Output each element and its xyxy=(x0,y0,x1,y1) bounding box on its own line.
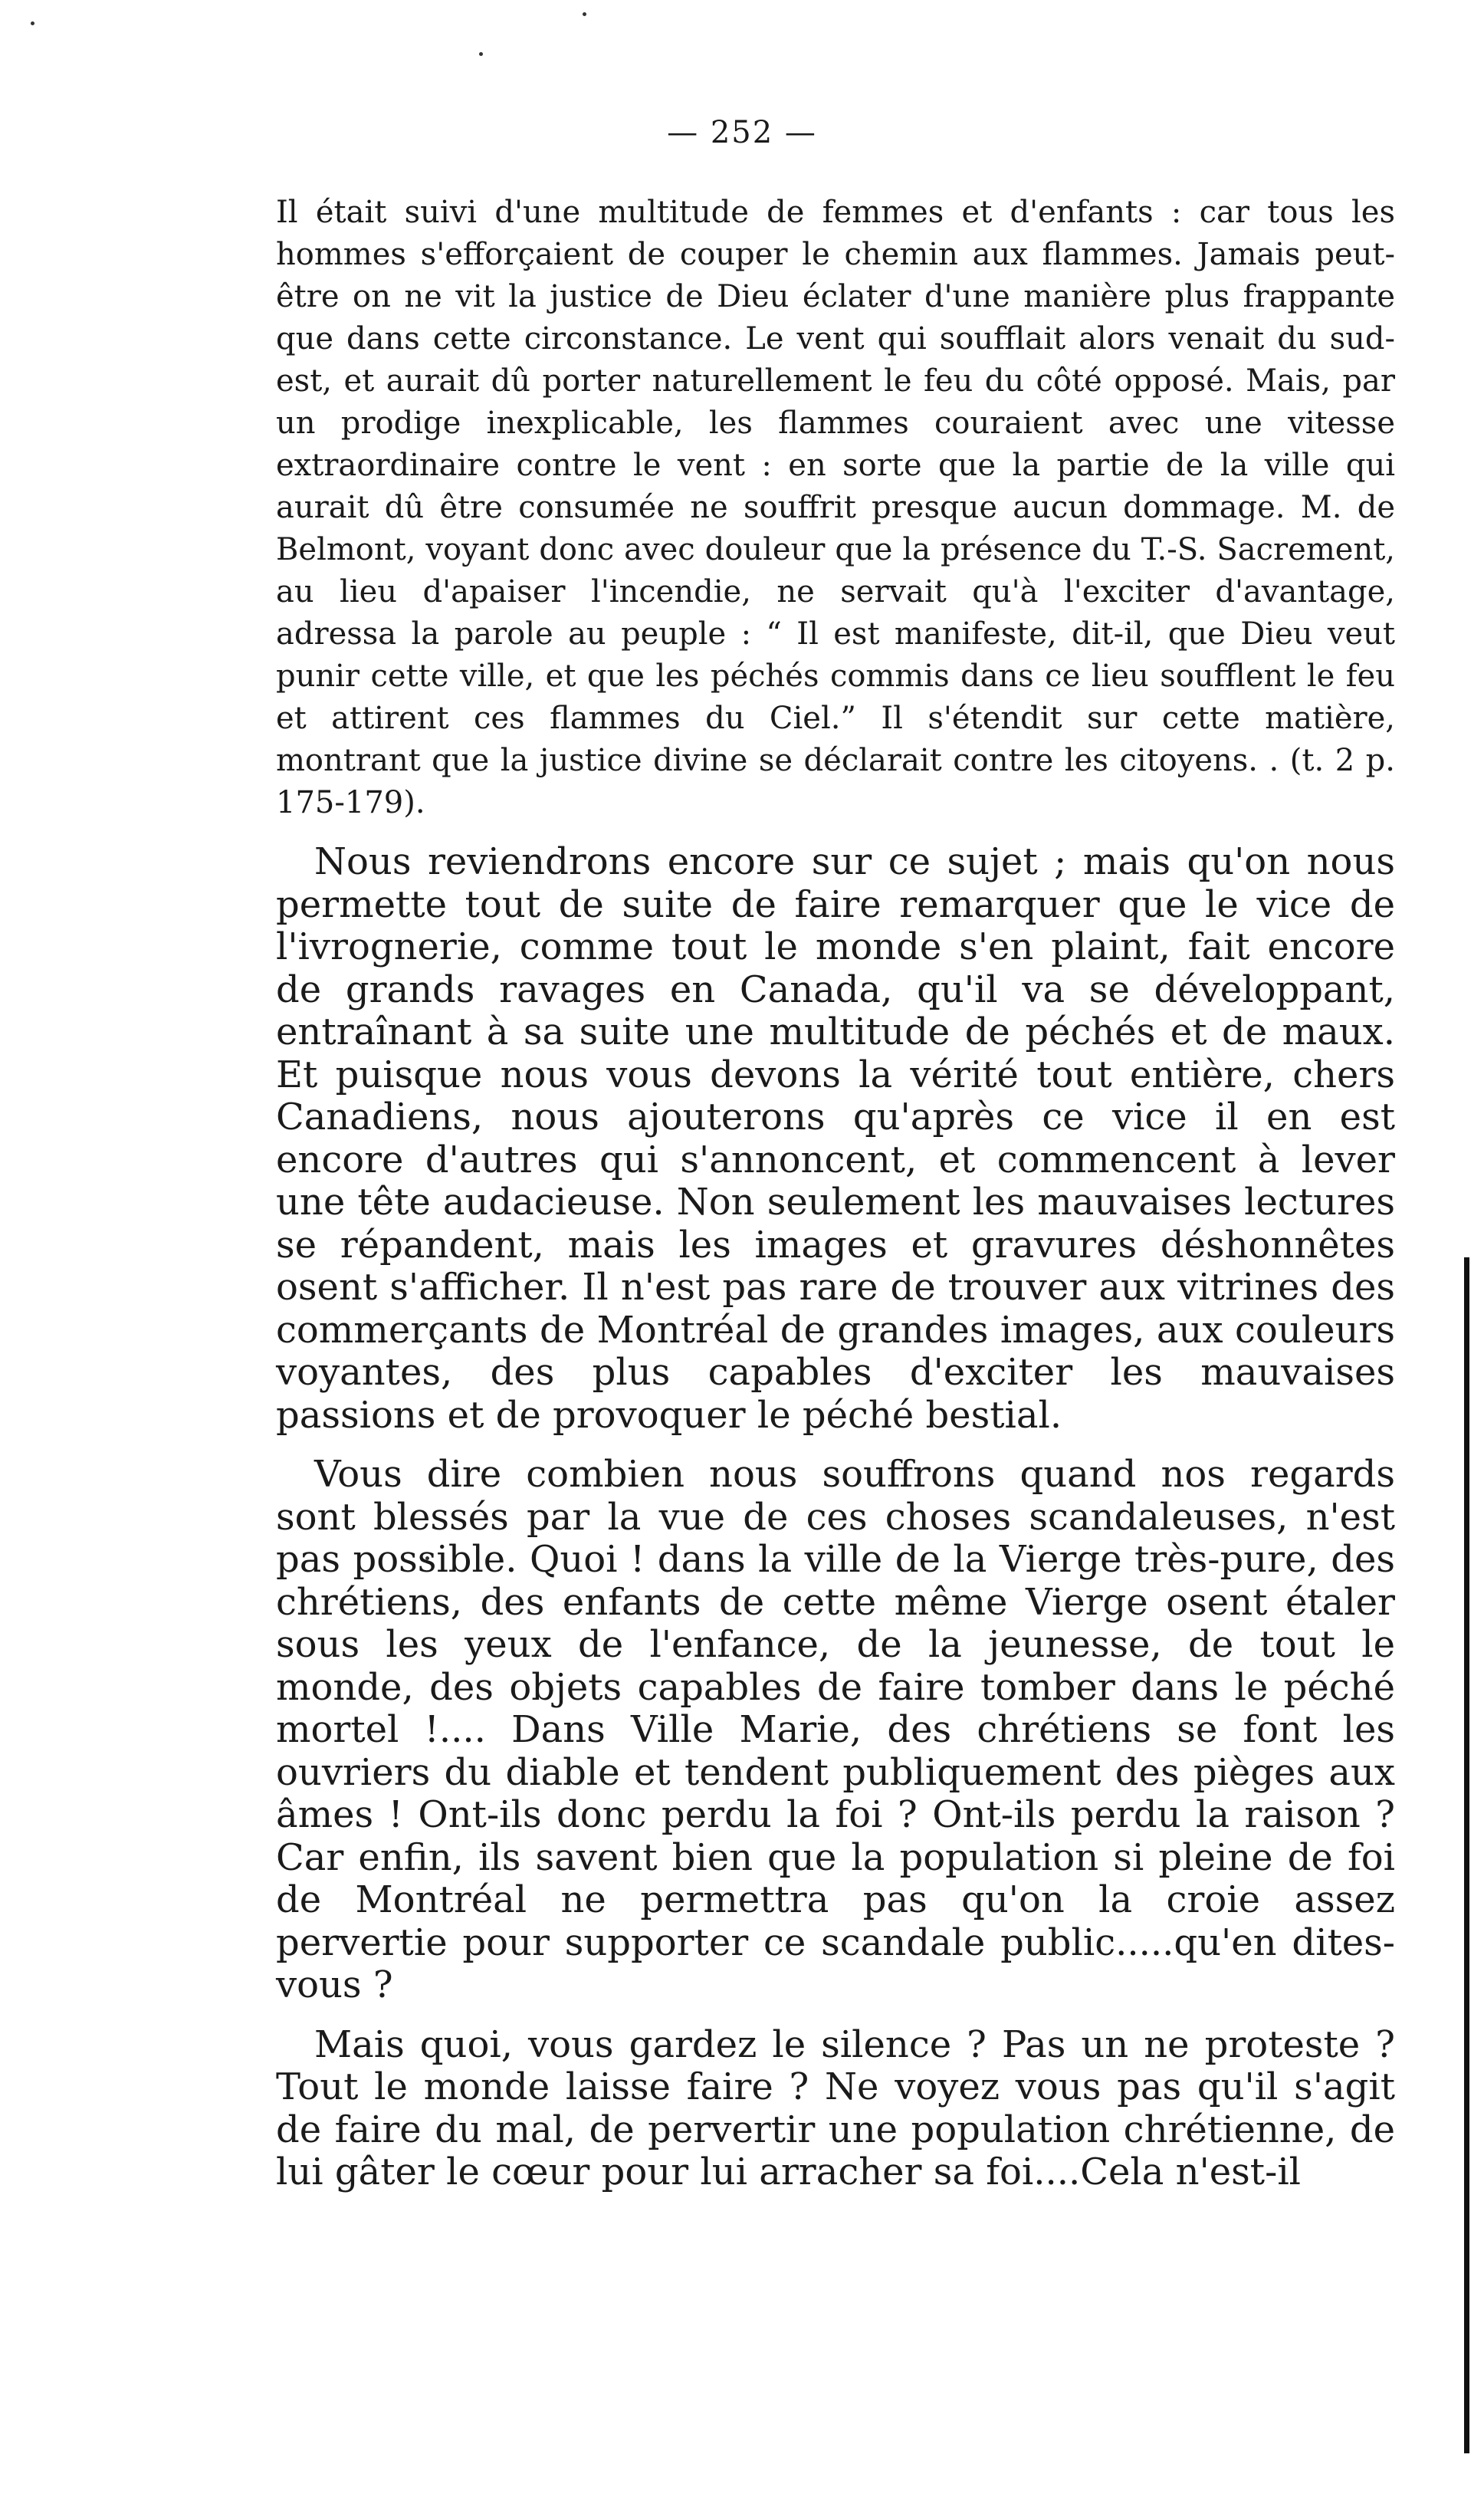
margin-speck xyxy=(31,21,34,25)
paragraph-quotation: Il était suivi d'une multitude de femmes et d'enfants : car tous les hommes s'efforçaient de couper le chemin aux flammes. Jamais peut-être on ne vit la justice de Dieu éclater d'une manière plus frappante que dans cette circonstance. Le vent qui soufflait alors venait du sud-est, et aurait dû porter naturellement le feu du côté opposé. Mais, par un prodige inexplicable, les flammes couraient avec une vitesse extraordinaire contre le vent : en sorte que la partie de la ville qui aurait dû être consumée ne souffrit presque aucun dommage. M. de Belmont, voyant donc avec douleur que la présence du T.-S. Sacrement, au lieu d'apaiser l'incendie, ne servait qu'à l'exciter d'avantage, adressa la parole au peuple : “ Il est manifeste, dit-il, que Dieu veut punir cette ville, et que les péchés commis dans ce lieu soufflent le feu et attirent ces flammes du Ciel.” Il s'étendit sur cette matière, montrant que la justice divine se déclarait contre les citoyens. . (t. 2 p. 175-179). xyxy=(276,195,1395,820)
paragraph: Mais quoi, vous gardez le silence ? Pas un ne proteste ? Tout le monde laisse faire ? Ne voyez vous pas qu'il s'agit de faire du mal, de pervertir une population chrétienne, de lui gâter le cœur pour lui arracher sa foi....Cela n'est-il xyxy=(276,2022,1395,2193)
margin-speck xyxy=(583,12,586,16)
right-edge-rule xyxy=(1464,1257,1469,2453)
page-number: — 252 — xyxy=(667,115,817,150)
paragraph: Vous dire combien nous souffrons quand nos regards sont blessés par la vue de ces choses scandaleuses, n'est pas possible. Quoi ! dans la ville de la Vierge très-pure, des chrétiens, des enfants de cette même Vierge osent étaler sous les yeux de l'enfance, de la jeunesse, de tout le monde, des objets capables de faire tomber dans le péché mortel !.... Dans Ville Marie, des chrétiens se font les ouvriers du diable et tendent publiquement des pièges aux âmes ! Ont-ils donc perdu la foi ? Ont-ils perdu la raison ? Car enfin, ils savent bien que la population si pleine de foi de Montréal ne permettra pas qu'on la croie assez pervertie pour supporter ce scandale public.....qu'en dites-vous ? xyxy=(276,1453,1395,2006)
paragraph: Nous reviendrons encore sur ce sujet ; mais qu'on nous permette tout de suite de faire remarquer que le vice de l'ivrognerie, comme tout le monde s'en plaint, fait encore de grands ravages en Canada, qu'il va se développant, entraînant à sa suite une multitude de péchés et de maux. Et puisque nous vous devons la vérité tout entière, chers Canadiens, nous ajouterons qu'après ce vice il en est encore d'autres qui s'annoncent, et commencent à lever une tête audacieuse. Non seulement les mauvaises lectures se répandent, mais les images et gravures déshonnêtes osent s'afficher. Il n'est pas rare de trouver aux vitrines des commerçants de Montréal de grandes images, aux couleurs voyantes, des plus capables d'exciter les mauvaises passions et de provoquer le péché bestial. xyxy=(276,840,1395,1437)
body-text xyxy=(276,192,1395,2211)
margin-speck xyxy=(479,52,483,56)
